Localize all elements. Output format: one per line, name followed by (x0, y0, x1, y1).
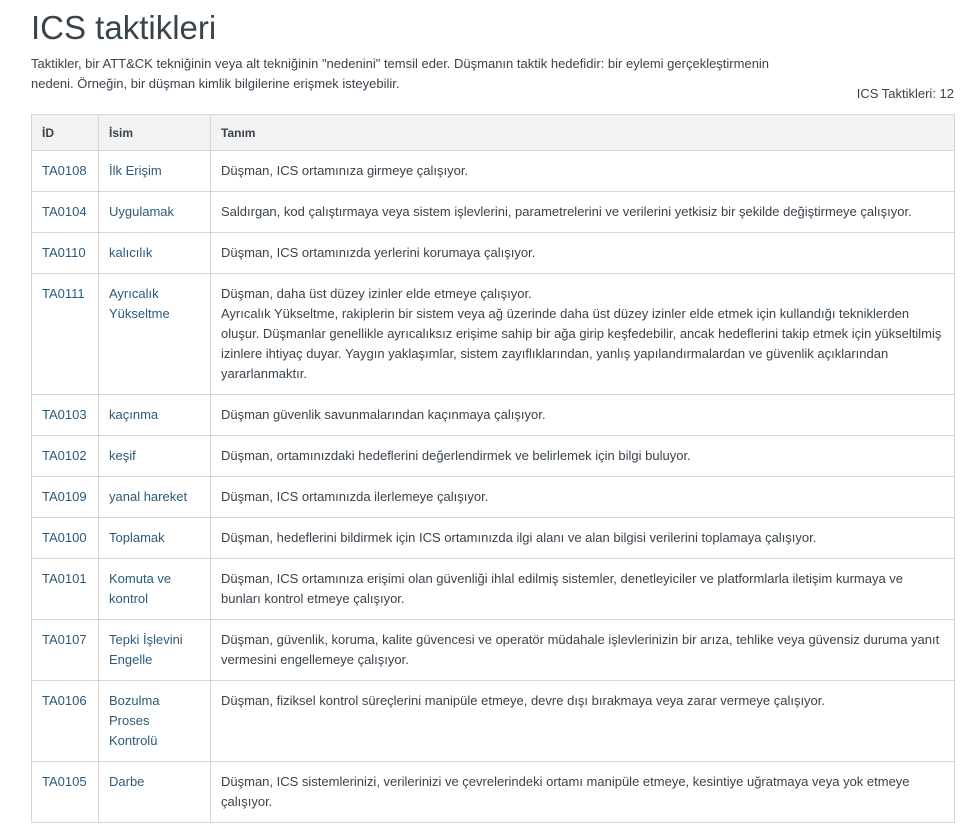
tactic-name-cell (99, 192, 211, 233)
tactic-name-link[interactable]: Tepki İşlevini Engelle (109, 632, 183, 667)
tactic-name-link[interactable]: Toplamak (109, 530, 165, 545)
page-title: ICS taktikleri (31, 9, 217, 46)
tactic-name-link[interactable]: Bozulma Proses Kontrolü (109, 693, 160, 748)
tactic-name-link[interactable]: Ayrıcalık Yükseltme (109, 286, 170, 321)
tactic-id-link[interactable]: TA0106 (42, 693, 87, 708)
tactic-id-link[interactable]: TA0101 (42, 571, 87, 586)
header-id: İD (32, 115, 99, 151)
description-text: Düşman, ortamınızdaki hedeflerini değerlendirmek ve belirlemek için bilgi buluyor. (221, 448, 691, 463)
tactic-count: ICS Taktikleri: 12 (856, 86, 954, 101)
table-row (32, 233, 955, 274)
tactic-description (211, 274, 955, 395)
tactic-id-cell (32, 436, 99, 477)
table-row (32, 477, 955, 518)
tactic-id-link[interactable]: TA0108 (42, 163, 87, 178)
tactic-id-cell (32, 233, 99, 274)
tactic-id-link[interactable]: TA0111 (42, 286, 85, 301)
tactic-id-cell (32, 192, 99, 233)
tactic-name-cell (99, 559, 211, 620)
tactic-description (211, 559, 955, 620)
tactic-name-link[interactable]: Komuta ve kontrol (109, 571, 172, 606)
table-row (32, 274, 955, 395)
tactic-name-cell (99, 620, 211, 681)
header-name: İsim (99, 115, 211, 151)
description-text: Düşman, ICS ortamınıza girmeye çalışıyor. (221, 163, 469, 178)
tactic-name-cell (99, 395, 211, 436)
tactic-description (211, 395, 955, 436)
tactic-name-link[interactable]: keşif (109, 448, 136, 463)
table-row (32, 395, 955, 436)
tactic-id-link[interactable]: TA0110 (42, 245, 86, 260)
tactic-id-cell (32, 395, 99, 436)
tactic-description (211, 762, 955, 823)
table-row (32, 762, 955, 823)
tactic-id-link[interactable]: TA0100 (42, 530, 87, 545)
table-row (32, 518, 955, 559)
description-text: Düşman, daha üst düzey izinler elde etmeye çalışıyor. (221, 286, 532, 301)
tactic-name-cell (99, 436, 211, 477)
tactic-id-cell (32, 518, 99, 559)
tactic-id-cell (32, 681, 99, 762)
tactic-id-link[interactable]: TA0107 (42, 632, 87, 647)
tactic-name-link[interactable]: Uygulamak (109, 204, 175, 219)
description-text: Ayrıcalık Yükseltme, rakiplerin bir sistem veya ağ üzerinde daha üst düzey izinler elde etmek için kullandığı tekniklerden oluşur. Düşmanlar genellikle ayrıcalıksız erişime sahip bir ağa girip keşfedebilir, ancak hedeflerini takip etmek için yükseltilmiş izinlere ihtiyaç duyar. Yaygın yaklaşımlar, sistem zayıflıklarından, yanlış yapılandırmalardan ve güvenlik açıklarından yararlanmaktır. (221, 306, 942, 381)
tactic-name-link[interactable]: kaçınma (109, 407, 159, 422)
tactic-id-link[interactable]: TA0103 (42, 407, 87, 422)
tactic-id-link[interactable]: TA0105 (42, 774, 87, 789)
tactic-name-cell (99, 274, 211, 395)
tactic-description (211, 233, 955, 274)
tactic-id-cell (32, 620, 99, 681)
tactic-id-link[interactable]: TA0109 (42, 489, 87, 504)
description-text: Düşman, ICS ortamınızda ilerlemeye çalışıyor. (221, 489, 489, 504)
description-text: Düşman, fiziksel kontrol süreçlerini manipüle etmeye, devre dışı bırakmaya veya zarar vermeye çalışıyor. (221, 693, 826, 708)
tactic-name-cell (99, 681, 211, 762)
tactic-name-link[interactable]: Darbe (109, 774, 145, 789)
description-text: Düşman, hedeflerini bildirmek için ICS ortamınızda ilgi alanı ve alan bilgisi verilerini toplamaya çalışıyor. (221, 530, 817, 545)
tactic-description (211, 192, 955, 233)
description-text: Düşman, ICS ortamınıza erişimi olan güvenliği ihlal edilmiş sistemler, denetleyiciler ve platformlarla iletişim kurmaya ve bunları kontrol etmeye çalışıyor. (221, 571, 904, 606)
tactic-name-link[interactable]: yanal hareket (109, 489, 188, 504)
table-row (32, 620, 955, 681)
tactic-id-cell (32, 762, 99, 823)
tactic-id-cell (32, 274, 99, 395)
tactic-name-link[interactable]: İlk Erişim (109, 163, 162, 178)
table-header-row (32, 115, 955, 151)
tactic-name-cell (99, 762, 211, 823)
tactic-id-link[interactable]: TA0102 (42, 448, 87, 463)
tactic-description (211, 681, 955, 762)
tactic-description (211, 151, 955, 192)
tactic-description (211, 477, 955, 518)
table-row (32, 192, 955, 233)
tactic-name-link[interactable]: kalıcılık (109, 245, 153, 260)
tactic-name-cell (99, 151, 211, 192)
tactic-id-cell (32, 559, 99, 620)
tactic-description (211, 518, 955, 559)
table-row (32, 151, 955, 192)
description-text: Düşman, güvenlik, koruma, kalite güvencesi ve operatör müdahale işlevlerinizin bir arıza, tehlike veya güvensiz duruma yanıt vermesini engellemeye çalışıyor. (221, 632, 940, 667)
tactic-description (211, 436, 955, 477)
description-text: Düşman, ICS ortamınızda yerlerini korumaya çalışıyor. (221, 245, 536, 260)
intro-text: Taktikler, bir ATT&CK tekniğinin veya alt tekniğinin "nedenini" temsil eder. Düşmanın taktik hedefidir: bir eylemi gerçekleştirmenin nedeni. Örneğin, bir düşman kimlik bilgilerine erişmek isteyebilir. (31, 56, 770, 91)
tactic-name-cell (99, 477, 211, 518)
tactic-id-cell (32, 151, 99, 192)
table-row (32, 559, 955, 620)
table-row (32, 436, 955, 477)
tactics-table (31, 114, 955, 823)
header-description: Tanım (211, 115, 955, 151)
tactic-description (211, 620, 955, 681)
tactic-id-cell (32, 477, 99, 518)
table-row (32, 681, 955, 762)
description-text: Düşman güvenlik savunmalarından kaçınmaya çalışıyor. (221, 407, 546, 422)
tactic-name-cell (99, 518, 211, 559)
tactic-id-link[interactable]: TA0104 (42, 204, 87, 219)
description-text: Düşman, ICS sistemlerinizi, verilerinizi ve çevrelerindeki ortamı manipüle etmeye, kesintiye uğratmaya veya yok etmeye çalışıyor. (221, 774, 910, 809)
description-text: Saldırgan, kod çalıştırmaya veya sistem işlevlerini, parametrelerini ve verilerini yetkisiz bir şekilde değiştirmeye çalışıyor. (221, 204, 912, 219)
tactic-name-cell (99, 233, 211, 274)
